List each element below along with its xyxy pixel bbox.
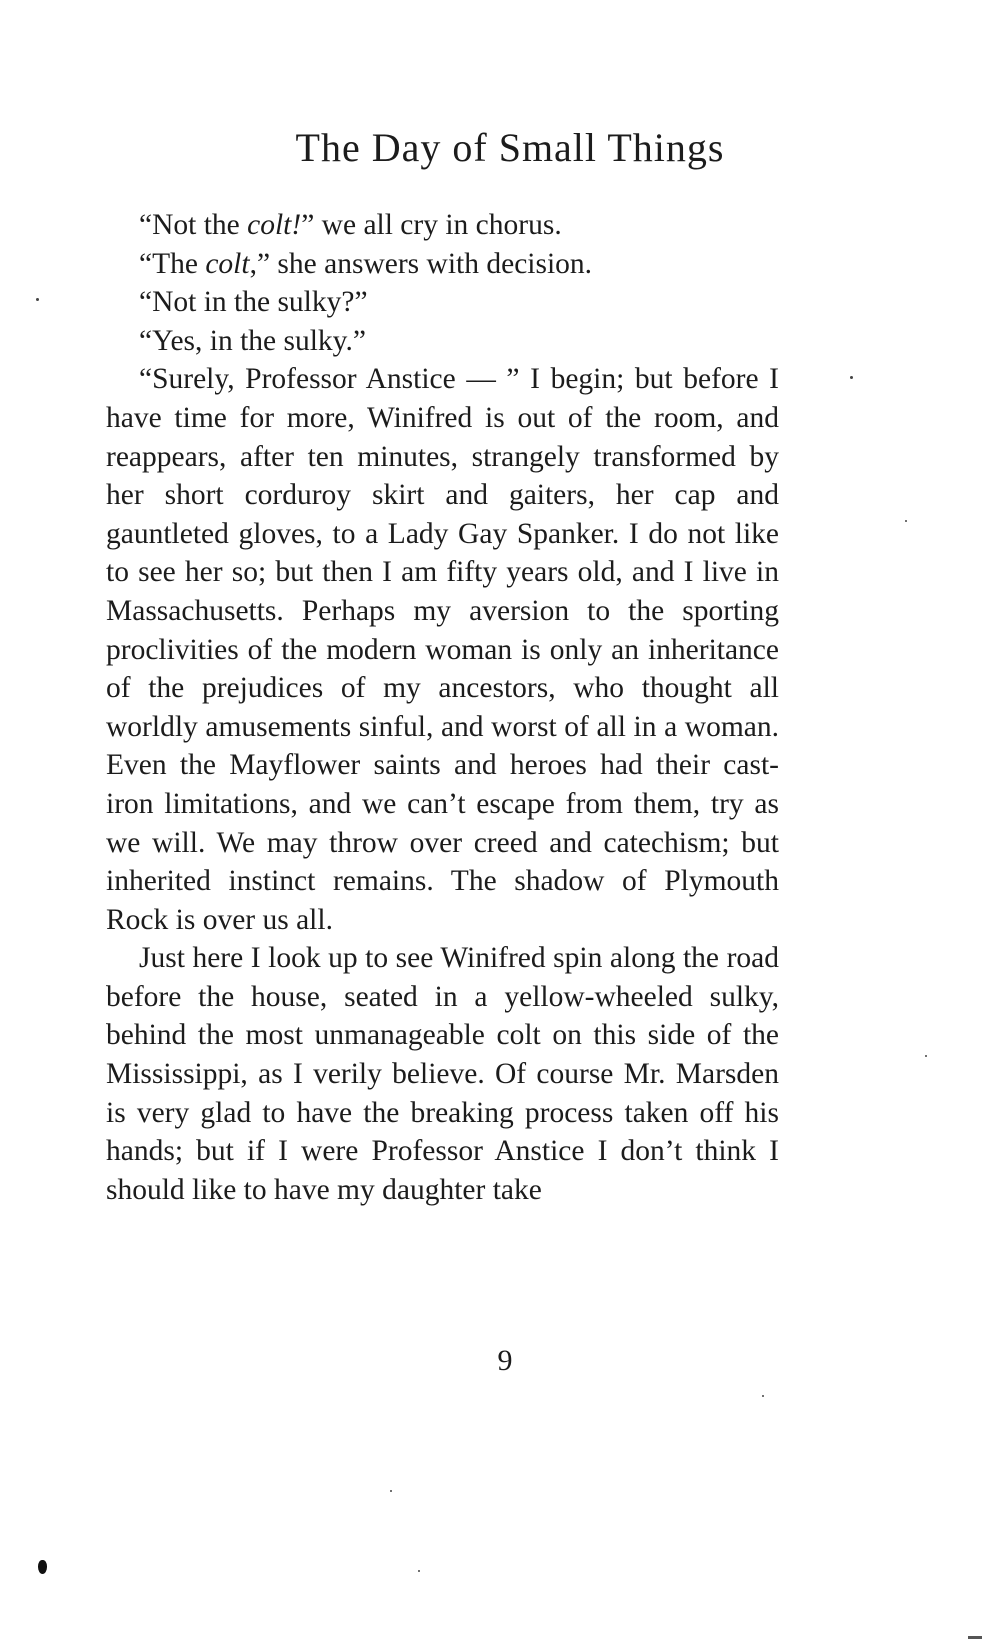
dialogue-text: “Not in the sulky?” bbox=[139, 286, 368, 319]
italic-word: colt! bbox=[247, 209, 302, 241]
speck bbox=[925, 1055, 927, 1057]
dialogue-text: “Not the bbox=[139, 209, 248, 241]
speck bbox=[905, 520, 907, 522]
italic-word: colt bbox=[205, 247, 250, 280]
dialogue-line bbox=[106, 206, 779, 245]
dialogue-line bbox=[106, 283, 779, 322]
ink-mark bbox=[968, 1636, 982, 1639]
dialogue-text: “Yes, in the sulky.” bbox=[139, 324, 366, 357]
speck bbox=[850, 376, 853, 379]
speck bbox=[36, 298, 39, 301]
speck bbox=[390, 1490, 392, 1492]
ink-blot bbox=[38, 1560, 47, 1574]
dialogue-text: ” we all cry in chorus. bbox=[301, 209, 562, 241]
paragraph: Just here I look up to see Winifred spin along the road before the house, seated in a yellow-wheeled sulky, behind the most unmanageable colt on this side of the Mississippi, as I verily believe. Of course Mr. Marsden is very glad to have the breaking process taken off his hands; but if I were Professor Anstice I don’t think I should like to have my daughter take bbox=[106, 942, 779, 1206]
body-text bbox=[106, 206, 779, 1209]
dialogue-line bbox=[106, 322, 779, 361]
dialogue-line bbox=[106, 245, 779, 284]
paragraph: “Surely, Professor Anstice — ” I begin; but before I have time for more, Winifred is out of the room, and reappears, after ten minutes, strangely transformed by her short corduroy skirt and gaiters, her cap and gauntleted gloves, to a Lady Gay Spanker. I do not like to see her so; but then I am fifty years old, and I live in Massachusetts. Perhaps my aversion to the sporting proclivities of the modern woman is only an inheritance of the prejudices of my ancestors, who thought all worldly amusements sinful, and worst of all in a woman. Even the Mayflower saints and heroes had their cast-iron limitations, and we can’t escape from them, try as we will. We may throw over creed and catechism; but inherited instinct remains. The shadow of Plymouth Rock is over us all. bbox=[106, 363, 779, 936]
running-head: The Day of Small Things bbox=[295, 125, 725, 170]
speck bbox=[418, 1570, 420, 1572]
speck bbox=[762, 1395, 764, 1397]
dialogue-text: ,” she answers with decision. bbox=[249, 247, 593, 280]
page-number: 9 bbox=[497, 1344, 513, 1377]
dialogue-text: “The bbox=[139, 247, 206, 280]
